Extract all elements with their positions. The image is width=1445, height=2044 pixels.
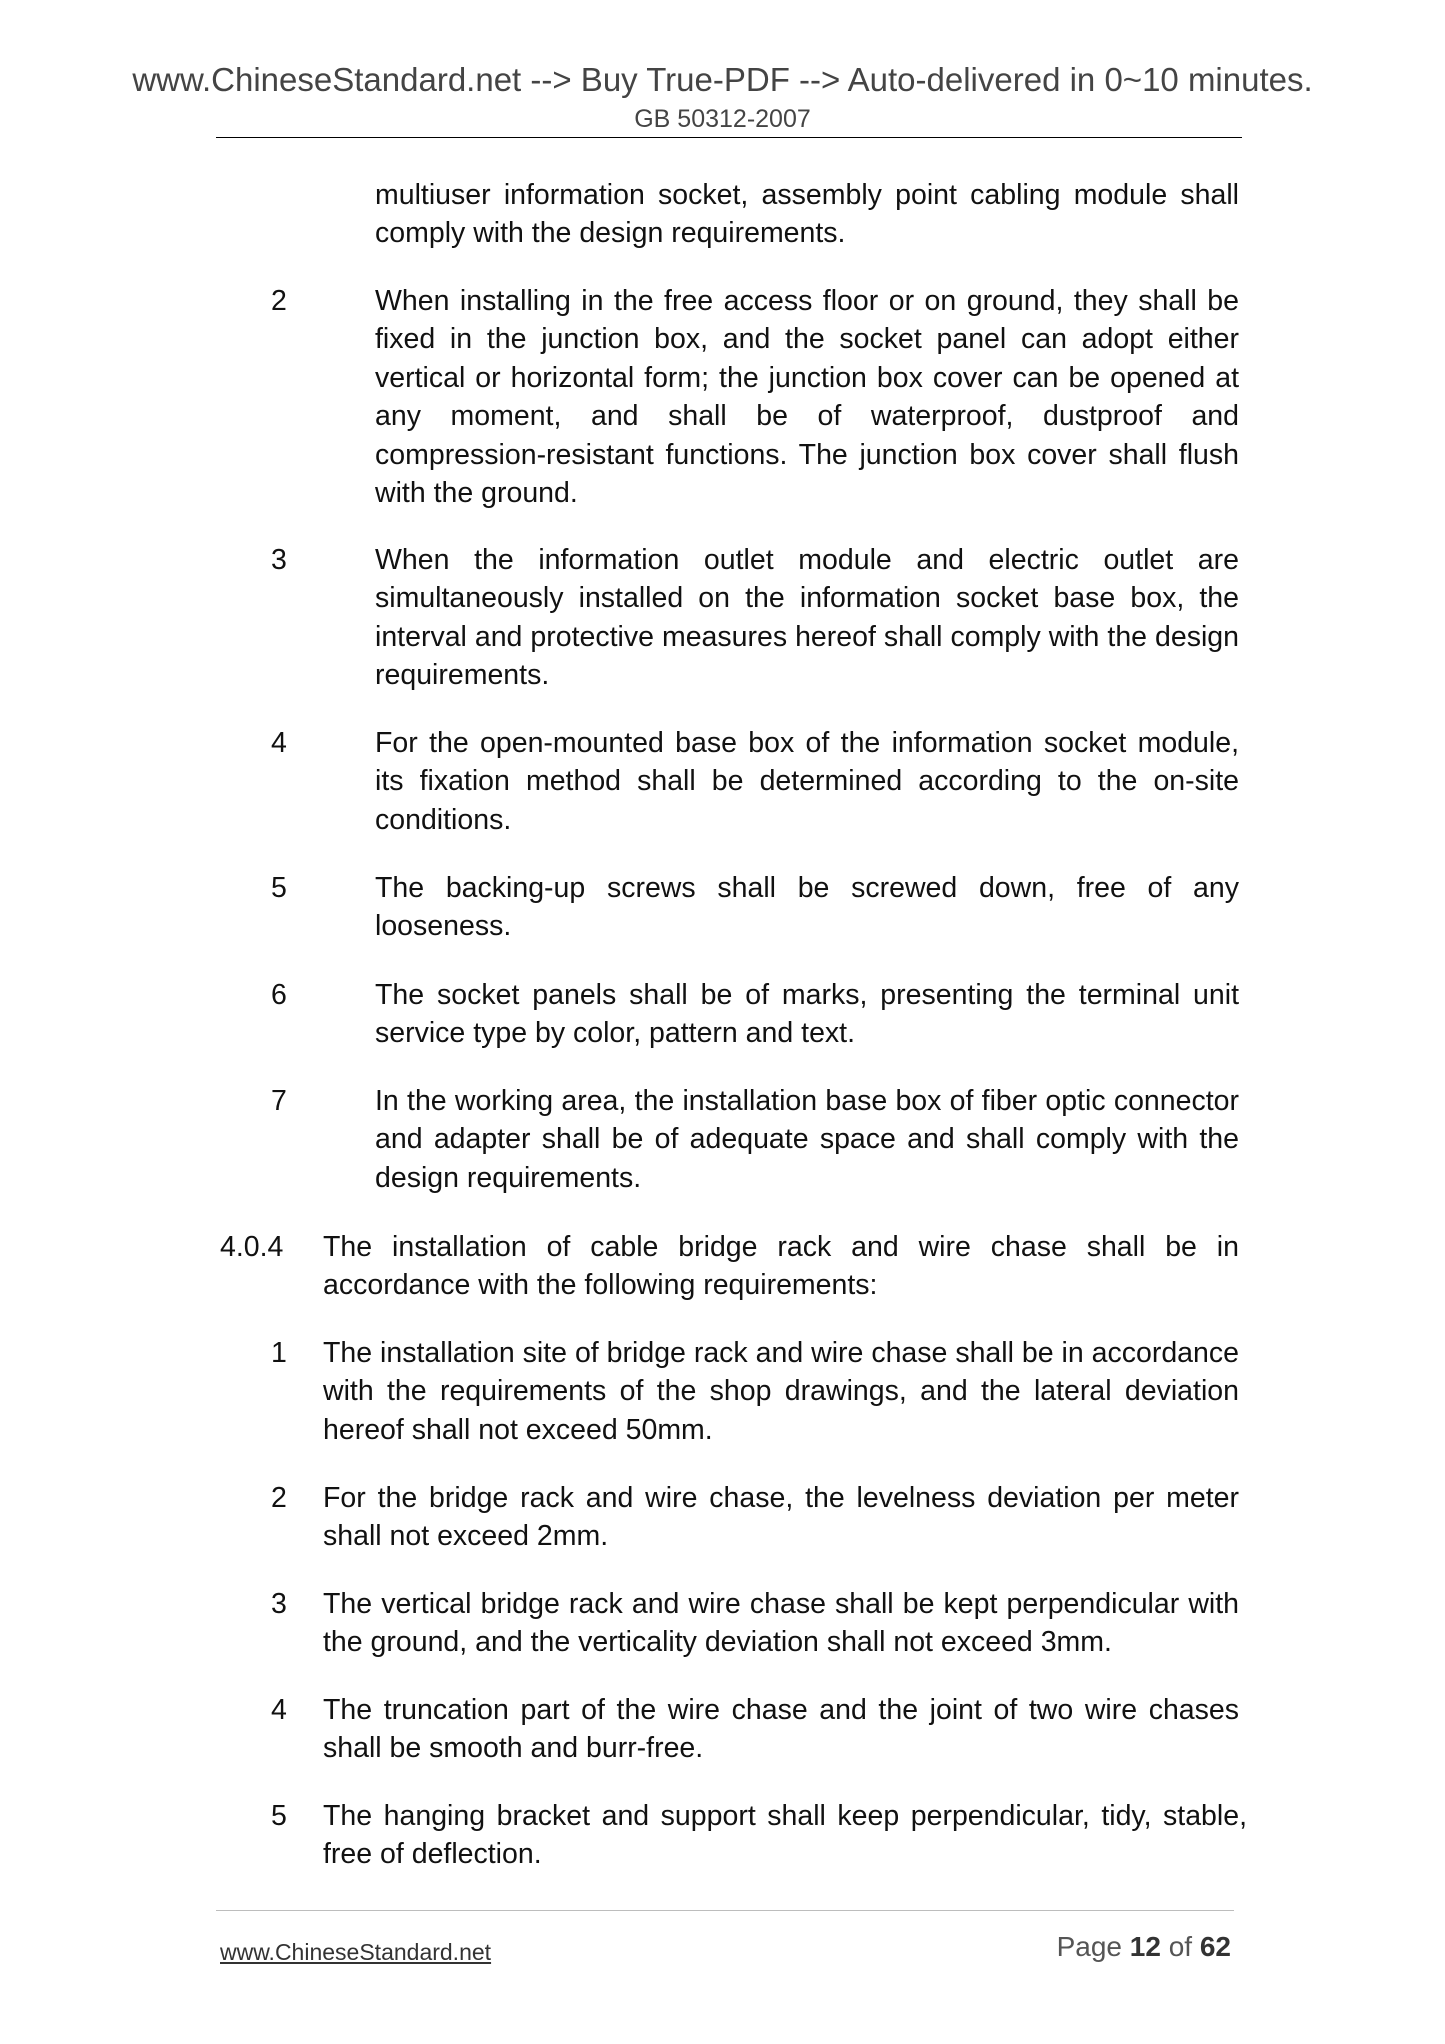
list-item-text: The socket panels shall be of marks, presenting the terminal unit service type by color, pattern and text. [375, 979, 1239, 1050]
list-item-text: When installing in the free access floor or on ground, they shall be fixed in the junction box, and the socket panel can adopt either vertical or horizontal form; the junction box cover can be opened at any moment, and shall be of waterproof, dustproof and compression-resistant functions. The junction box cover shall flush with the ground. [375, 285, 1239, 510]
standard-code: GB 50312-2007 [634, 105, 811, 133]
page-current: 12 [1129, 1931, 1161, 1962]
list-item-number: 2 [271, 285, 287, 317]
list-item-number: 5 [271, 872, 287, 904]
continuation-paragraph: multiuser information socket, assembly point cabling module shall comply with the design requirements. [375, 179, 1239, 250]
list-item-number: 2 [271, 1482, 287, 1514]
footer-rule [216, 1910, 1234, 1911]
list-item-text: The backing-up screws shall be screwed down, free of any looseness. [375, 872, 1239, 943]
list-item-text: The installation site of bridge rack and wire chase shall be in accordance with the requirements of the shop drawings, and the lateral deviation hereof shall not exceed 50mm. [323, 1337, 1239, 1446]
list-item-number: 3 [271, 1588, 287, 1620]
list-item-text: For the open-mounted base box of the information socket module, its fixation method shall be determined according to the on-site conditions. [375, 727, 1239, 836]
list-item-number: 5 [271, 1800, 287, 1832]
page-total: 62 [1199, 1931, 1231, 1962]
list-item-text: The vertical bridge rack and wire chase shall be kept perpendicular with the ground, and the verticality deviation shall not exceed 3mm. [323, 1588, 1239, 1659]
list-item-number: 4 [271, 1694, 287, 1726]
list-item-text: For the bridge rack and wire chase, the levelness deviation per meter shall not exceed 2mm. [323, 1482, 1239, 1553]
list-item-number: 7 [271, 1085, 287, 1117]
list-item-text: The truncation part of the wire chase and the joint of two wire chases shall be smooth and burr-free. [323, 1694, 1239, 1765]
list-item-text: In the working area, the installation base box of fiber optic connector and adapter shall be of adequate space and shall comply with the design requirements. [375, 1085, 1239, 1194]
list-item-text: When the information outlet module and electric outlet are simultaneously installed on the information socket base box, the interval and protective measures hereof shall comply with the design requirements. [375, 544, 1239, 692]
list-item-number: 1 [271, 1337, 287, 1369]
header-rule [216, 137, 1242, 138]
page-indicator [1057, 1931, 1231, 1963]
clause-text: The installation of cable bridge rack and wire chase shall be in accordance with the following requirements: [323, 1231, 1239, 1302]
footer-site-link[interactable]: www.ChineseStandard.net [220, 1939, 492, 1965]
list-item-number: 6 [271, 979, 287, 1011]
list-item-number: 3 [271, 544, 287, 576]
list-item-text: The hanging bracket and support shall keep perpendicular, tidy, stable, free of deflection. [323, 1800, 1247, 1871]
list-item-number: 4 [271, 727, 287, 759]
header-banner: www.ChineseStandard.net --> Buy True-PDF --> Auto-delivered in 0~10 minutes. [132, 61, 1313, 98]
page-word: Page [1056, 1931, 1122, 1962]
page-of: of [1168, 1931, 1193, 1962]
clause-number: 4.0.4 [220, 1231, 284, 1263]
